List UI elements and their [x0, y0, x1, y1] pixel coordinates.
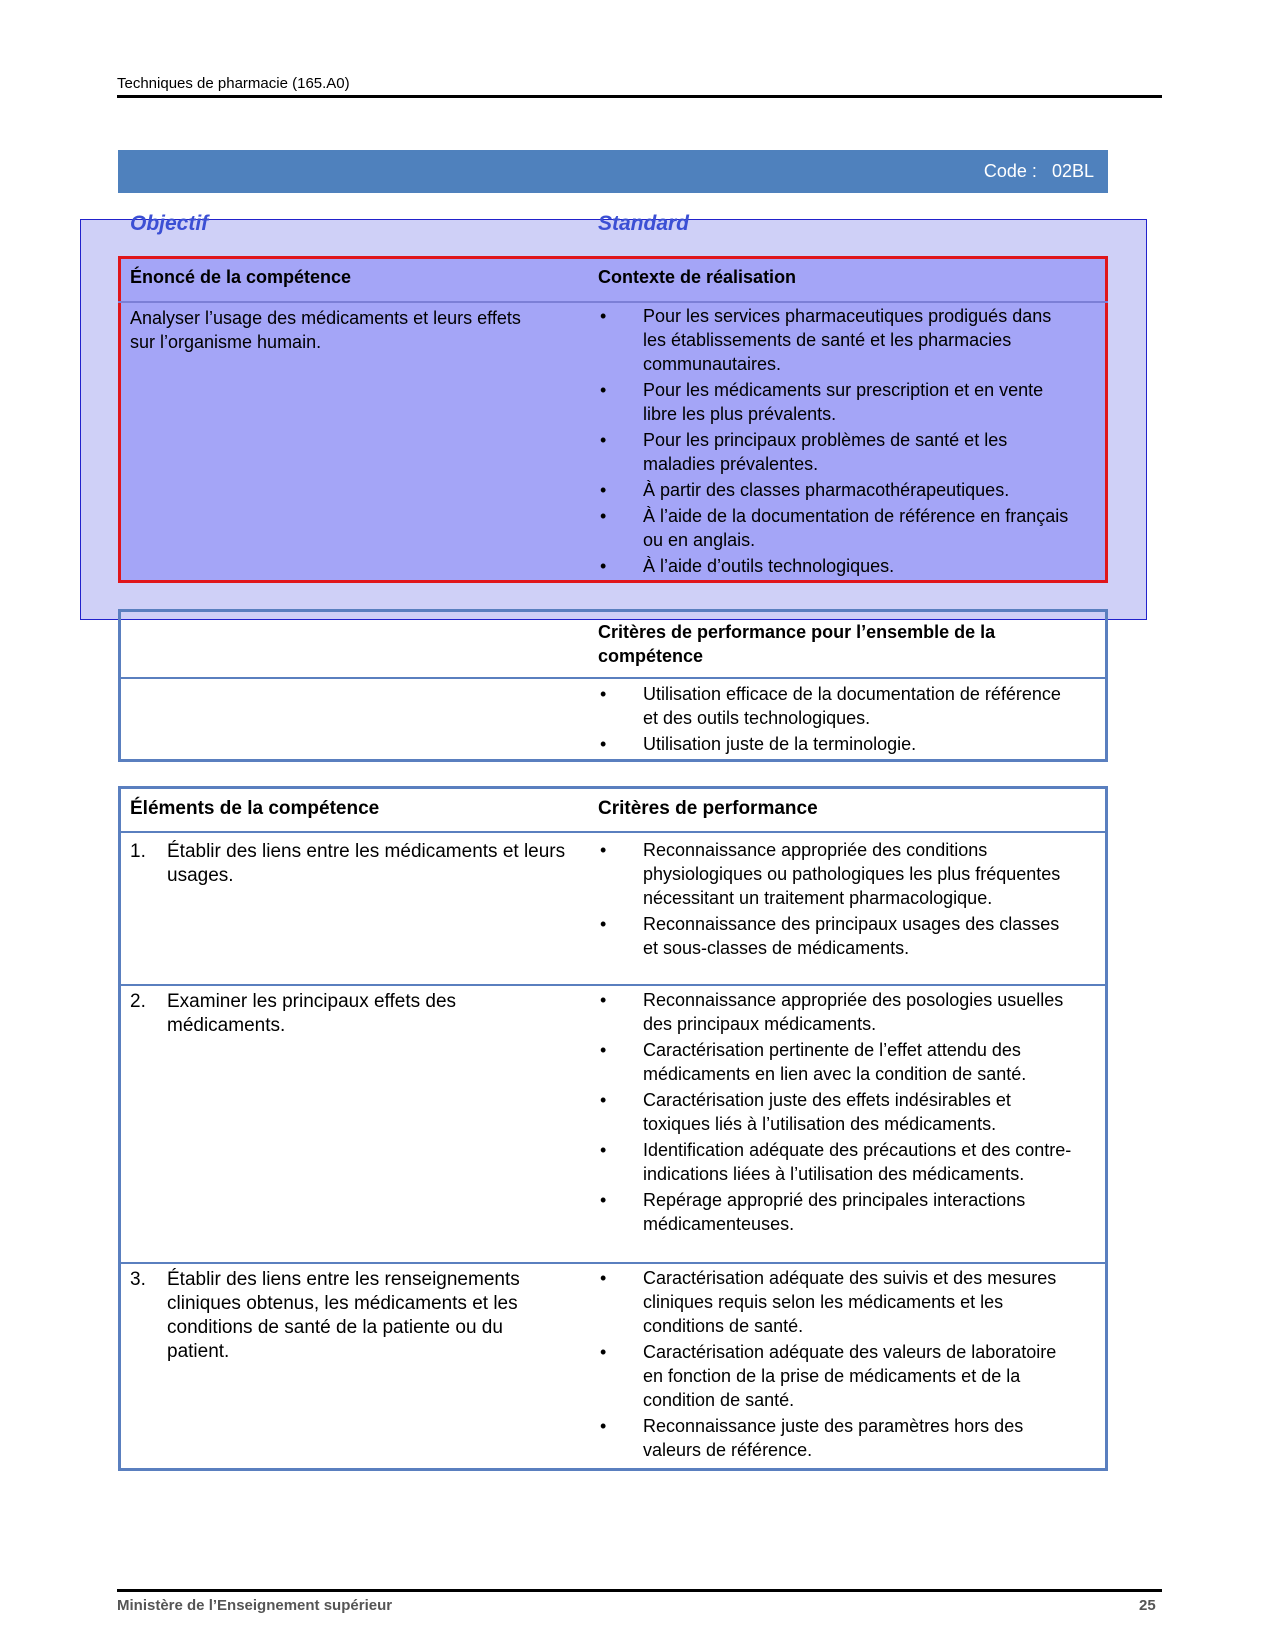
list-item — [598, 1138, 1076, 1186]
program-title: Techniques de pharmacie (165.A0) — [117, 75, 350, 92]
competency-code — [984, 161, 1094, 182]
bullet-icon: • — [600, 1040, 607, 1060]
bullet-icon: • — [600, 1342, 607, 1362]
list-item-text: Caractérisation juste des effets indésirables et toxiques liés à l’utilisation des médicaments. — [643, 1090, 1011, 1134]
row-divider-2 — [118, 1262, 1108, 1264]
objective-label: Objectif — [130, 212, 209, 235]
list-item-text: Reconnaissance appropriée des posologies usuelles des principaux médicaments. — [643, 990, 1064, 1034]
statement-header-divider — [118, 301, 1108, 303]
bullet-icon: • — [600, 840, 607, 860]
element-text: Examiner les principaux effets des médicaments. — [167, 991, 457, 1036]
list-item-text: Pour les services pharmaceutiques prodigués dans les établissements de santé et les pharmacies communautaires. — [643, 306, 1052, 374]
list-item-text: À l’aide d’outils technologiques. — [643, 556, 895, 576]
list-item-text: À l’aide de la documentation de référence en français ou en anglais. — [643, 506, 1069, 550]
list-item — [598, 1414, 1076, 1462]
ministry-name: Ministère de l’Enseignement supérieur — [117, 1597, 393, 1614]
criteria-list — [598, 1266, 1076, 1464]
bullet-icon: • — [600, 734, 607, 754]
list-item — [598, 1088, 1076, 1136]
list-item — [598, 732, 1073, 756]
list-item-text: Caractérisation adéquate des suivis et des mesures cliniques requis selon les médicaments et les conditions de santé. — [643, 1268, 1057, 1336]
list-item-text: Repérage approprié des principales interactions médicamenteuses. — [643, 1190, 1026, 1234]
list-item-text: Reconnaissance appropriée des conditions physiologiques ou pathologiques les plus fréquentes nécessitant un traitement pharmacologique. — [643, 840, 1061, 908]
list-item — [598, 912, 1076, 960]
list-item — [598, 682, 1073, 730]
code-bar — [118, 150, 1108, 193]
bullet-icon: • — [600, 684, 607, 704]
bullet-icon: • — [600, 430, 607, 450]
contexte-list — [598, 304, 1073, 580]
list-item-text: Pour les médicaments sur prescription et en vente libre les plus prévalents. — [643, 380, 1044, 424]
bullet-icon: • — [600, 506, 607, 526]
code-value: 02BL — [1051, 161, 1094, 181]
list-item — [598, 988, 1076, 1036]
list-item — [598, 1188, 1076, 1236]
list-item-text: Caractérisation pertinente de l’effet attendu des médicaments en lien avec la condition de santé. — [643, 1040, 1027, 1084]
performance-criteria-heading: Critères de performance — [598, 798, 818, 819]
list-item — [598, 304, 1073, 376]
bullet-icon: • — [600, 914, 607, 934]
code-label: Code : — [983, 161, 1037, 181]
elements-heading: Éléments de la compétence — [130, 798, 380, 819]
list-item-text: Reconnaissance des principaux usages des classes et sous-classes de médicaments. — [643, 914, 1060, 958]
list-item — [598, 554, 1073, 578]
enonce-text: Analyser l’usage des médicaments et leurs effets sur l’organisme humain. — [130, 308, 521, 352]
list-item-text: Identification adéquate des précautions et des contre-indications liées à l’utilisation des médicaments. — [643, 1140, 1072, 1184]
list-item — [598, 504, 1073, 552]
global-criteria-list — [598, 682, 1073, 758]
element-number: 3. — [130, 1269, 146, 1290]
bullet-icon: • — [600, 990, 607, 1010]
criteria-list — [598, 838, 1076, 962]
row-divider-1 — [118, 984, 1108, 986]
global-criteria-heading: Critères de performance pour l’ensemble de la compétence — [598, 622, 996, 666]
list-item-text: Reconnaissance juste des paramètres hors des valeurs de référence. — [643, 1416, 1024, 1460]
bullet-icon: • — [600, 1268, 607, 1288]
header-rule — [117, 95, 1162, 98]
list-item-text: Utilisation efficace de la documentation de référence et des outils technologiques. — [643, 684, 1061, 728]
bullet-icon: • — [600, 480, 607, 500]
page-number: 25 — [1139, 1597, 1156, 1614]
list-item-text: Caractérisation adéquate des valeurs de laboratoire en fonction de la prise de médicaments et de la condition de santé. — [643, 1342, 1057, 1410]
footer-rule — [117, 1589, 1162, 1592]
list-item — [598, 378, 1073, 426]
elements-header-divider — [118, 831, 1108, 833]
bullet-icon: • — [600, 1090, 607, 1110]
list-item — [598, 1266, 1076, 1338]
list-item — [598, 838, 1076, 910]
element-text: Établir des liens entre les médicaments et leurs usages. — [167, 841, 566, 886]
element-number: 1. — [130, 841, 146, 862]
element-number: 2. — [130, 991, 146, 1012]
bullet-icon: • — [600, 1190, 607, 1210]
bullet-icon: • — [600, 380, 607, 400]
bullet-icon: • — [600, 306, 607, 326]
enonce-heading: Énoncé de la compétence — [130, 267, 352, 287]
element-item — [130, 990, 570, 1038]
contexte-heading: Contexte de réalisation — [598, 267, 797, 287]
list-item-text: Utilisation juste de la terminologie. — [643, 734, 917, 754]
bullet-icon: • — [600, 556, 607, 576]
list-item — [598, 1038, 1076, 1086]
standard-label: Standard — [598, 212, 690, 235]
element-text: Établir des liens entre les renseignements cliniques obtenus, les médicaments et les conditions de santé de la patiente ou du patient. — [167, 1269, 520, 1362]
bullet-icon: • — [600, 1140, 607, 1160]
element-item — [130, 1268, 570, 1364]
bullet-icon: • — [600, 1416, 607, 1436]
list-item-text: Pour les principaux problèmes de santé et les maladies prévalentes. — [643, 430, 1008, 474]
list-item-text: À partir des classes pharmacothérapeutiques. — [643, 480, 1010, 500]
criteria-list — [598, 988, 1076, 1238]
list-item — [598, 428, 1073, 476]
list-item — [598, 478, 1073, 502]
list-item — [598, 1340, 1076, 1412]
element-item — [130, 840, 570, 888]
global-criteria-divider — [118, 677, 1108, 679]
